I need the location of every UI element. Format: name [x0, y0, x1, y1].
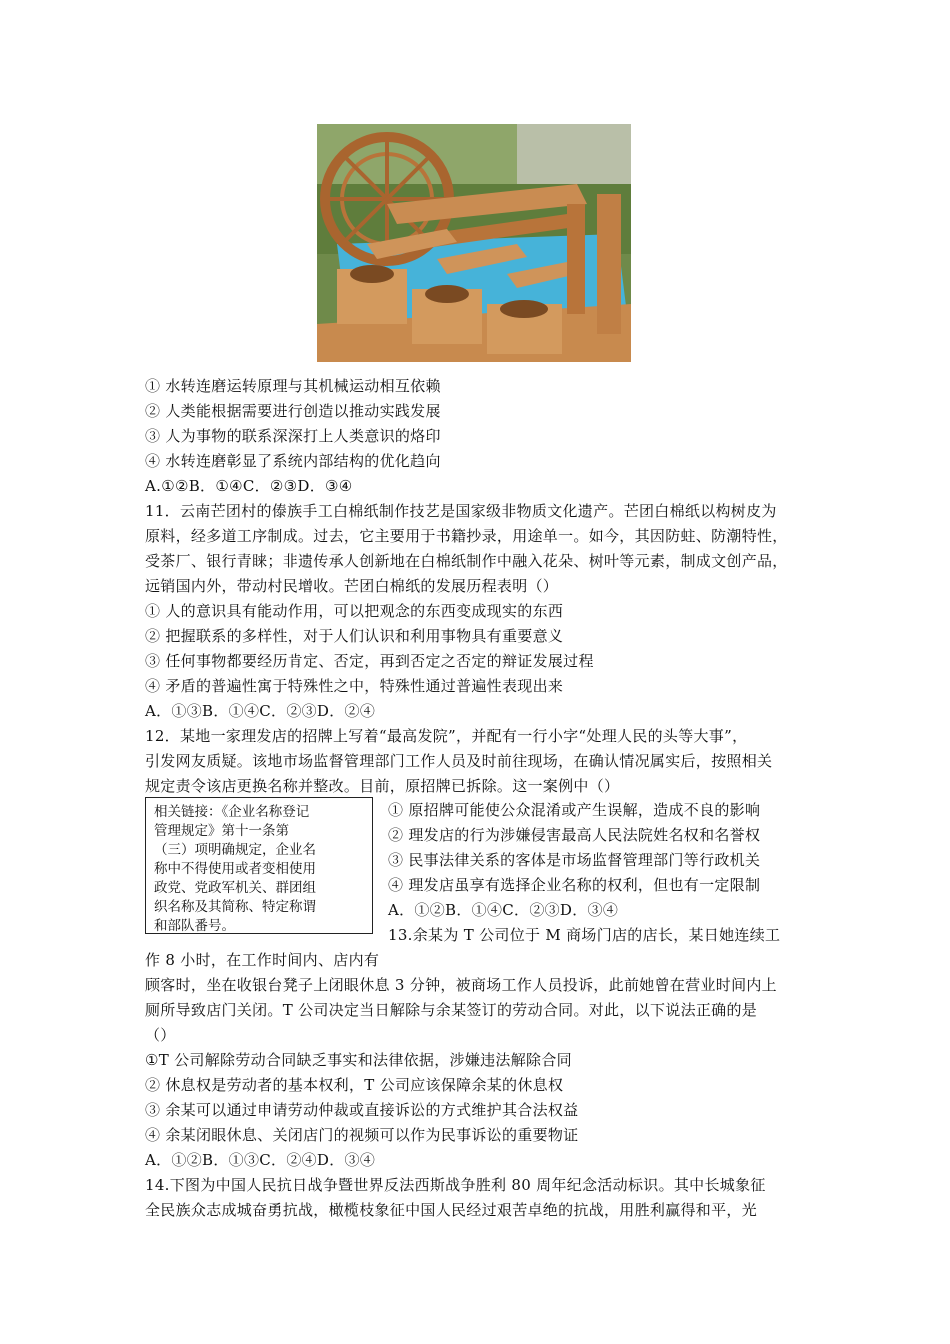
- q12-option-4: ④ 理发店虽享有选择企业名称的权利，但也有一定限制: [388, 876, 761, 894]
- q11-option-2: ② 把握联系的多样性，对于人们认识和利用事物具有重要意义: [145, 627, 564, 645]
- q10-answers: A.①②B．①④C．②③D．③④: [145, 477, 353, 495]
- q13-option-3: ③ 余某可以通过申请劳动仲裁或直接诉讼的方式维护其合法权益: [145, 1101, 579, 1119]
- q10-option-1: ① 水转连磨运转原理与其机械运动相互依赖: [145, 377, 441, 395]
- q13-stem-line-1: 13.余某为 T 公司位于 M 商场门店的店长，某日她连续工: [388, 926, 781, 944]
- related-link-line-5: 政党、党政军机关、群团组: [154, 880, 316, 896]
- q13-option-4: ④ 余某闭眼休息、关闭店门的视频可以作为民事诉讼的重要物证: [145, 1126, 579, 1144]
- water-wheel-mill-photo: [317, 124, 631, 362]
- q12-stem-line-1: 12．某地一家理发店的招牌上写着“最高发院”，并配有一行小字“处理人民的头等大事”，: [145, 727, 748, 745]
- q13-stem-line-2: 作 8 小时，在工作时间内、店内有: [145, 951, 380, 969]
- q13-stem-line-4: 厕所导致店门关闭。T 公司决定当日解除与余某签订的劳动合同。对此，以下说法正确的是: [145, 1001, 758, 1019]
- related-link-line-4: 称中不得使用或者变相使用: [154, 861, 316, 877]
- q11-option-1: ① 人的意识具有能动作用，可以把观念的东西变成现实的东西: [145, 602, 564, 620]
- related-link-line-3: （三）项明确规定，企业名: [154, 842, 316, 858]
- q11-stem-line-2: 原料，经多道工序制成。过去，它主要用于书籍抄录，用途单一。如今，其因防蛀、防潮特性，: [145, 527, 788, 545]
- related-link-line-1: 相关链接：《企业名称登记: [154, 804, 310, 820]
- q11-stem-line-4: 远销国内外，带动村民增收。芒团白棉纸的发展历程表明（）: [145, 577, 559, 595]
- q13-option-1: ①T 公司解除劳动合同缺乏事实和法律依据，涉嫌违法解除合同: [145, 1051, 572, 1069]
- q12-stem-line-2: 引发网友质疑。该地市场监督管理部门工作人员及时前往现场，在确认情况属实后，按照相关: [145, 752, 773, 770]
- q11-option-4: ④ 矛盾的普遍性寓于特殊性之中，特殊性通过普遍性表现出来: [145, 677, 564, 695]
- q11-stem-line-3: 受茶厂、银行青睐；非遗传承人创新地在白棉纸制作中融入花朵、树叶等元素，制成文创产品，: [145, 552, 788, 570]
- q13-answers: A．①②B．①③C．②④D．③④: [145, 1151, 376, 1169]
- q11-stem-line-1: 11．云南芒团村的傣族手工白棉纸制作技艺是国家级非物质文化遗产。芒团白棉纸以构树皮为: [145, 502, 777, 520]
- related-link-line-7: 和部队番号。: [154, 918, 235, 934]
- q13-stem-line-5: （）: [145, 1026, 176, 1044]
- related-link-line-2: 管理规定》第十一条第: [154, 823, 289, 839]
- related-link-box: [145, 797, 373, 934]
- q11-answers: A．①③B．①④C．②③D．②④: [145, 702, 376, 720]
- q12-option-1: ① 原招牌可能使公众混淆或产生误解，造成不良的影响: [388, 801, 761, 819]
- q10-option-2: ② 人类能根据需要进行创造以推动实践发展: [145, 402, 441, 420]
- q14-stem-line-1: 14.下图为中国人民抗日战争暨世界反法西斯战争胜利 80 周年纪念活动标识。其中长城象征: [145, 1176, 766, 1194]
- related-link-line-6: 织名称及其简称、特定称谓: [154, 899, 316, 915]
- q10-option-3: ③ 人为事物的联系深深打上人类意识的烙印: [145, 427, 441, 445]
- q11-option-3: ③ 任何事物都要经历肯定、否定，再到否定之否定的辩证发展过程: [145, 652, 594, 670]
- q12-stem-line-3: 规定责令该店更换名称并整改。目前，原招牌已拆除。这一案例中（）: [145, 777, 620, 795]
- q12-option-3: ③ 民事法律关系的客体是市场监督管理部门等行政机关: [388, 851, 761, 869]
- q13-stem-line-3: 顾客时，坐在收银台凳子上闭眼休息 3 分钟，被商场工作人员投诉，此前她曾在营业时间内上: [145, 976, 777, 994]
- q10-option-4: ④ 水转连磨彰显了系统内部结构的优化趋向: [145, 452, 441, 470]
- q12-option-2: ② 理发店的行为涉嫌侵害最高人民法院姓名权和名誉权: [388, 826, 761, 844]
- q12-answers: A．①②B．①④C．②③D．③④: [388, 901, 619, 919]
- q13-option-2: ② 休息权是劳动者的基本权利，T 公司应该保障余某的休息权: [145, 1076, 564, 1094]
- q14-stem-line-2: 全民族众志成城奋勇抗战，橄榄枝象征中国人民经过艰苦卓绝的抗战，用胜利赢得和平，光: [145, 1201, 758, 1219]
